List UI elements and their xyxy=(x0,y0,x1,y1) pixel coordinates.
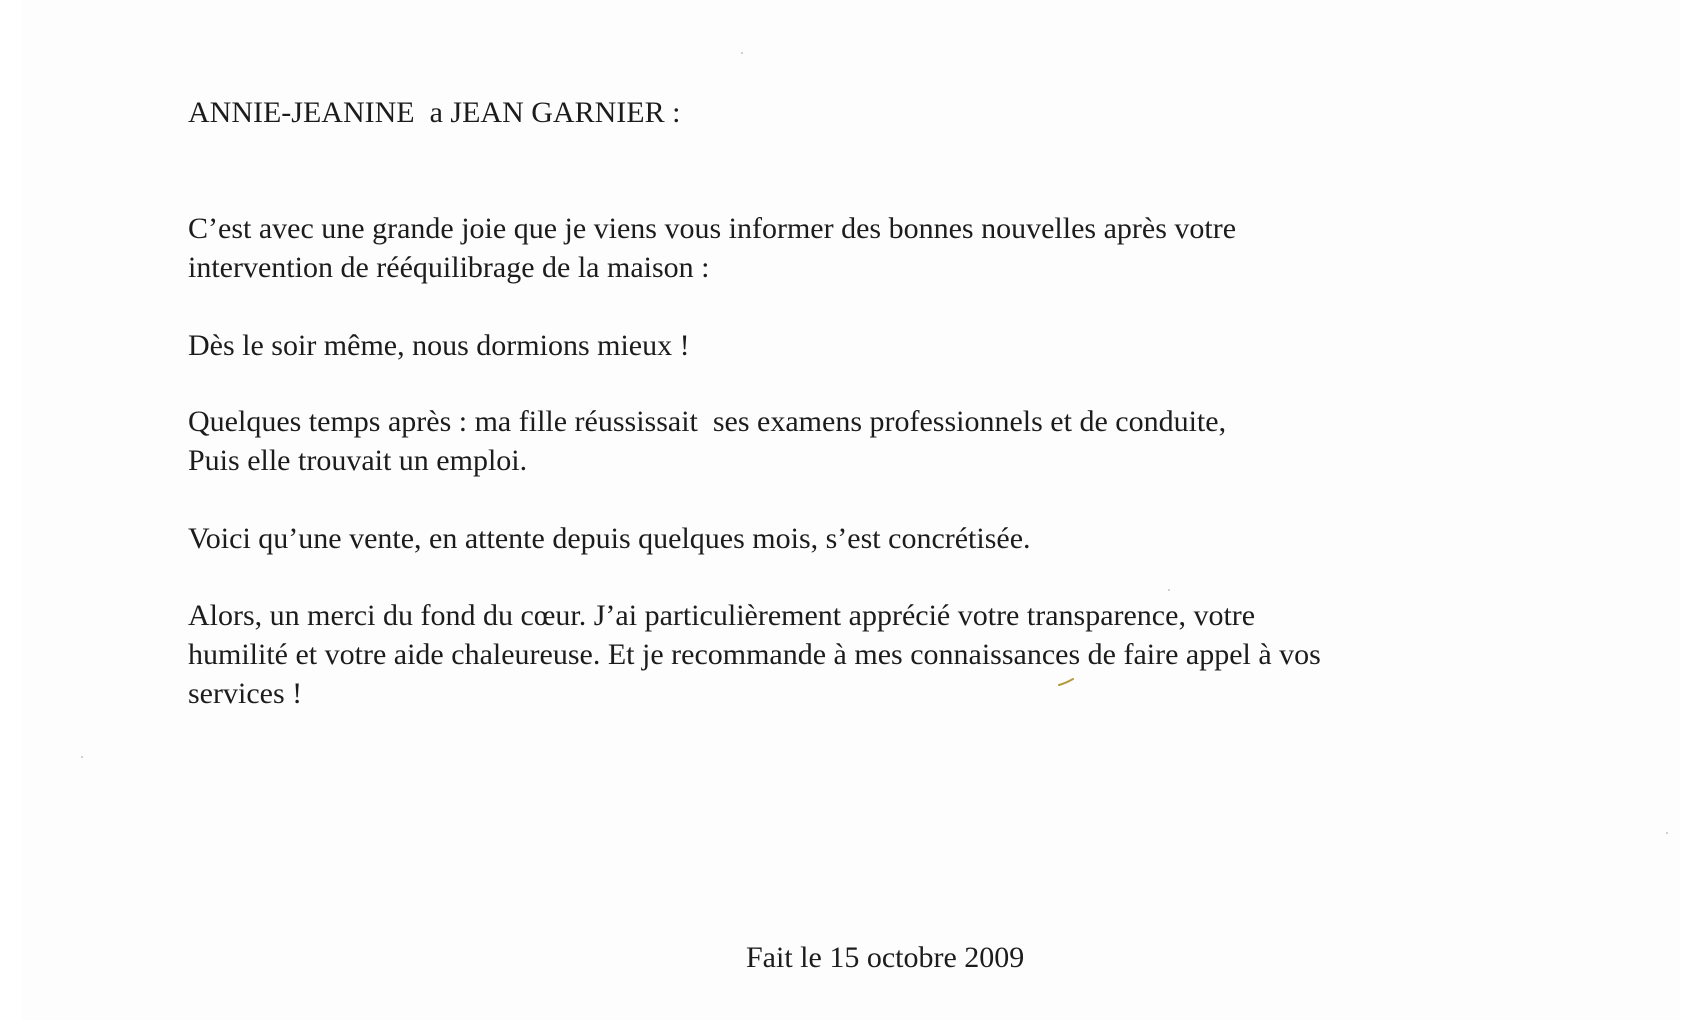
paragraph-3-line-1: Quelques temps après : ma fille réussissait ses examens professionnels et de conduite, xyxy=(188,405,1227,438)
paragraph-1-line-2: intervention de rééquilibrage de la maison : xyxy=(188,251,710,284)
paragraph-5-line-1: Alors, un merci du fond du cœur. J’ai particulièrement apprécié votre transparence, votre xyxy=(188,599,1256,632)
scan-speck xyxy=(1666,832,1668,834)
scan-speck xyxy=(81,756,83,758)
paragraph-5-line-3: services ! xyxy=(188,677,303,710)
letter-date: Fait le 15 octobre 2009 xyxy=(746,941,1025,974)
letter-heading: ANNIE-JEANINE a JEAN GARNIER : xyxy=(188,96,681,129)
paragraph-2-line-1: Dès le soir même, nous dormions mieux ! xyxy=(188,329,690,362)
paragraph-5-line-2: humilité et votre aide chaleureuse. Et je recommande à mes connaissances de faire appel à vos xyxy=(188,638,1321,671)
paragraph-3-line-2: Puis elle trouvait un emploi. xyxy=(188,444,528,477)
paper-sheet xyxy=(22,0,1680,1020)
scan-speck xyxy=(1168,589,1170,591)
scan-speck xyxy=(741,52,743,54)
paragraph-4-line-1: Voici qu’une vente, en attente depuis quelques mois, s’est concrétisée. xyxy=(188,522,1031,555)
paragraph-1-line-1: C’est avec une grande joie que je viens vous informer des bonnes nouvelles après votre xyxy=(188,212,1237,245)
pen-mark xyxy=(1058,678,1074,686)
